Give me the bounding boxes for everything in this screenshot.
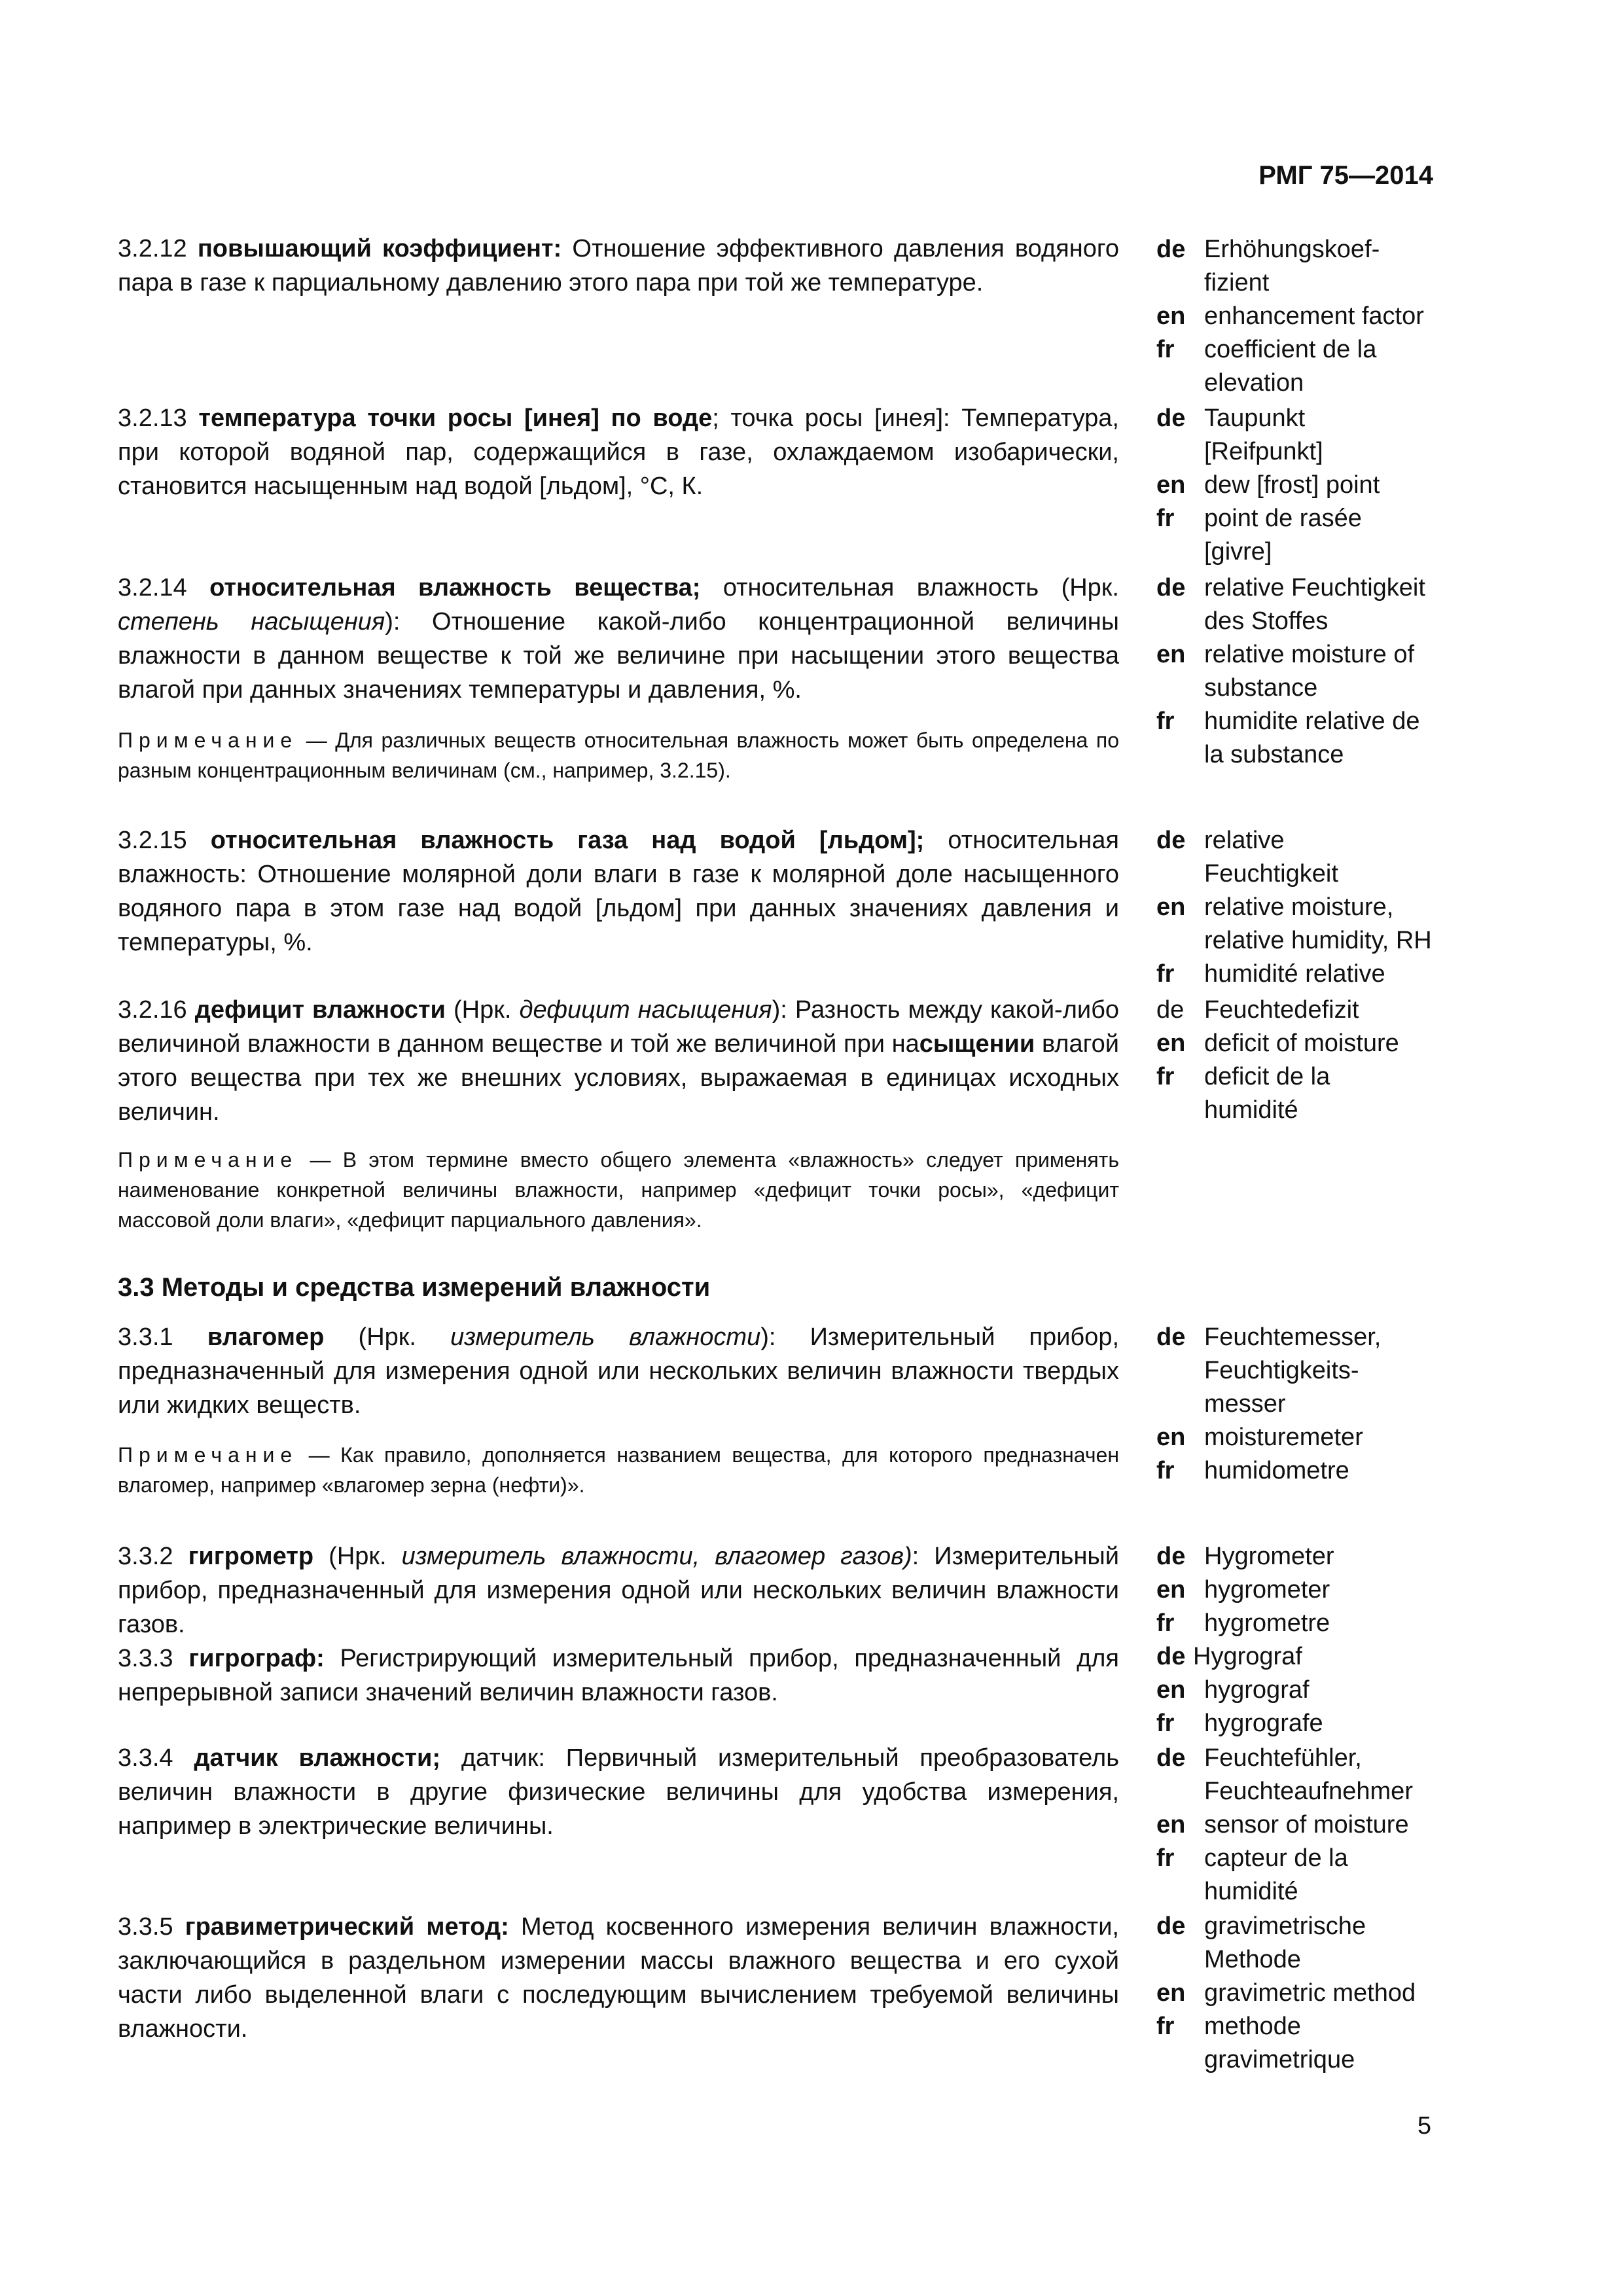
- term-de: [1156, 233, 1457, 300]
- equivalents-3-3-4: [1156, 1742, 1457, 1909]
- term-title: повышающий коэффициент:: [197, 235, 562, 262]
- definition-text: ): Измерительный прибор, предназначенный для измерения одной или нескольких величин влажности твердых или жидких веществ.: [118, 1323, 1120, 1419]
- term-text: relative moisture of: [1204, 641, 1415, 668]
- definition-text: (Нрк.: [329, 1543, 387, 1570]
- term-text: relative: [1204, 827, 1285, 854]
- definition-text: : Измерительный прибор, предназначенный для измерения одной или нескольких величин влажности газов.: [118, 1543, 1119, 1638]
- term-text: Feuchtemesser,: [1204, 1323, 1382, 1351]
- term-text: la substance: [1204, 741, 1344, 768]
- lang-code: de: [1156, 1323, 1186, 1351]
- term-text: hygrometer: [1204, 1576, 1330, 1604]
- definition-text: Метод косвенного измерения величин влажности, заключающийся в раздельном измерении массы влажного вещества и его сухой части либо выделенной влаги с последующим вычислением требуемой величины влажности.: [118, 1913, 1119, 2043]
- term-text: capteur de la: [1204, 1844, 1348, 1872]
- term-text: sensor of moisture: [1204, 1811, 1409, 1839]
- equivalents-3-2-14: [1156, 571, 1457, 772]
- term-text: substance: [1204, 674, 1318, 702]
- equivalents-3-3-1: [1156, 1321, 1457, 1488]
- lang-code: en: [1156, 641, 1186, 668]
- term-number: 3.3.4: [118, 1744, 173, 1772]
- term-text: Feuchtigkeit: [1204, 860, 1338, 888]
- term-text: deficit of moisture: [1204, 1030, 1399, 1057]
- term-number: 3.2.12: [118, 235, 187, 262]
- lang-code: en: [1156, 1030, 1186, 1057]
- lang-code: fr: [1156, 336, 1175, 363]
- term-title: относительная влажность вещества;: [209, 574, 701, 601]
- term-text: Feuchtedefizit: [1204, 996, 1359, 1024]
- deprecated-term: измеритель влажности: [450, 1323, 761, 1351]
- term-de: [1156, 1640, 1457, 1674]
- term-fr: [1156, 1842, 1457, 1909]
- term-number: 3.2.13: [118, 404, 187, 432]
- definition-text: Отношение эффективного давления водяного пара в газе к парциальному давлению этого пара при той же температуре.: [118, 235, 1119, 296]
- definition-3-3-4: [118, 1741, 1119, 1843]
- term-en: [1156, 638, 1457, 705]
- deprecated-term: степень насыщения: [118, 608, 385, 636]
- term-text: methode: [1204, 2013, 1301, 2040]
- term-number: 3.3.1: [118, 1323, 173, 1351]
- term-fr: [1156, 1060, 1457, 1127]
- term-title: дефицит влажности: [194, 996, 446, 1024]
- equivalents-3-2-16: [1156, 994, 1457, 1127]
- lang-code: fr: [1156, 1457, 1175, 1484]
- term-fr: [1156, 2010, 1457, 2077]
- term-number: 3.3.2: [118, 1543, 173, 1570]
- term-fr: [1156, 958, 1457, 991]
- definition-3-3-2: [118, 1539, 1119, 1641]
- term-title: гравиметрический метод:: [185, 1913, 509, 1941]
- term-text: gravimetrische: [1204, 1912, 1366, 1940]
- lang-code: de: [1156, 1912, 1186, 1940]
- term-fr: [1156, 333, 1457, 400]
- equivalents-3-3-2: [1156, 1540, 1457, 1640]
- term-text: hygrometre: [1204, 1609, 1330, 1637]
- definition-3-3-3: [118, 1641, 1119, 1710]
- note-3-2-16: [118, 1145, 1119, 1235]
- term-en: [1156, 1573, 1457, 1607]
- lang-code: en: [1156, 1424, 1186, 1451]
- term-number: 3.3.3: [118, 1645, 173, 1672]
- lang-code: fr: [1156, 1710, 1175, 1737]
- term-text: humidite relative de: [1204, 708, 1420, 735]
- lang-code: en: [1156, 893, 1186, 921]
- definition-3-2-13: [118, 401, 1119, 503]
- term-number: 3.2.14: [118, 574, 187, 601]
- term-en: [1156, 1977, 1457, 2010]
- term-text: humidometre: [1204, 1457, 1349, 1484]
- term-text: dew [frost] point: [1204, 471, 1380, 499]
- lang-code: fr: [1156, 2013, 1175, 2040]
- note-label: Примечание: [118, 1443, 298, 1467]
- term-text: moisturemeter: [1204, 1424, 1363, 1451]
- lang-code: de: [1156, 996, 1185, 1024]
- note-text: — Как правило, дополняется названием вещества, для которого предназначен влагомер, например «влагомер зерна (нефти)».: [118, 1443, 1119, 1497]
- bold-fragment: сыщении: [919, 1030, 1035, 1058]
- term-title: гигрометр: [188, 1543, 314, 1570]
- term-text: Feuchteaufnehmer: [1204, 1778, 1413, 1805]
- term-de: [1156, 1321, 1457, 1421]
- lang-code: fr: [1156, 960, 1175, 988]
- definition-text: ): Разность между какой-либо величиной влажности в данном веществе и той же величиной при на: [118, 996, 1119, 1058]
- lang-code: fr: [1156, 1609, 1175, 1637]
- term-title: гигрограф:: [188, 1645, 325, 1672]
- lang-code: de: [1156, 827, 1186, 854]
- term-de: [1156, 402, 1457, 469]
- term-text: Erhöhungskoef-: [1204, 236, 1380, 263]
- lang-code: de: [1156, 1643, 1186, 1670]
- term-text: [givre]: [1204, 538, 1272, 565]
- definition-text: влагой этого вещества при тех же внешних условиях, выражаемая в единицах исходных величин.: [118, 1030, 1119, 1126]
- definition-text: (Нрк.: [358, 1323, 416, 1351]
- term-en: [1156, 469, 1457, 502]
- definition-text: (Нрк.: [454, 996, 512, 1024]
- term-de: [1156, 571, 1457, 638]
- term-text: enhancement factor: [1204, 302, 1424, 330]
- definition-text: относительная влажность: Отношение молярной доли влаги в газе к молярной доле насыщенного водяного пара в этом газе над водой [льдом] при данных значениях давления и температуры, %.: [118, 827, 1119, 956]
- term-text: messer: [1204, 1390, 1286, 1418]
- note-text: — Для различных веществ относительная влажность может быть определена по разным концентрационным величинам (см., например, 3.2.15).: [118, 728, 1119, 782]
- term-text: humidité: [1204, 1878, 1298, 1905]
- deprecated-term: измеритель влажности, влагомер газов): [401, 1543, 912, 1570]
- lang-code: fr: [1156, 1063, 1175, 1090]
- term-text: relative Feuchtigkeit: [1204, 574, 1425, 601]
- term-en: [1156, 1421, 1457, 1454]
- lang-code: de: [1156, 1543, 1186, 1570]
- equivalents-3-2-13: [1156, 402, 1457, 569]
- term-title: датчик влажности;: [194, 1744, 441, 1772]
- definition-text: ): Отношение какой-либо концентрационной величины влажности в данном веществе к той же величине при насыщении этого вещества влагой при данных значениях температуры и давления, %.: [118, 608, 1119, 704]
- note-text: — В этом термине вместо общего элемента «влажность» следует применять наименование конкретной величины влажности, например «дефицит точки росы», «дефицит массовой доли влаги», «дефицит парциального давления».: [118, 1148, 1119, 1232]
- definition-3-3-5: [118, 1910, 1119, 2046]
- term-fr: [1156, 1707, 1457, 1740]
- term-number: 3.3.5: [118, 1913, 173, 1941]
- lang-code: en: [1156, 302, 1186, 330]
- term-text: Feuchtefühler,: [1204, 1744, 1362, 1772]
- term-fr: [1156, 705, 1457, 772]
- term-en: [1156, 300, 1457, 333]
- document-header: РМГ 75—2014: [1258, 161, 1433, 190]
- term-text: coefficient de la: [1204, 336, 1377, 363]
- definition-text: датчик: Первичный измерительный преобразователь величин влажности в другие физические величины для удобства измерения, например в электрические величины.: [118, 1744, 1120, 1840]
- page-number: 5: [1417, 2112, 1431, 2140]
- lang-code: fr: [1156, 708, 1175, 735]
- lang-code: en: [1156, 1811, 1186, 1839]
- lang-code: de: [1156, 236, 1186, 263]
- note-3-2-14: [118, 725, 1119, 785]
- term-de: [1156, 824, 1457, 891]
- lang-code: en: [1156, 471, 1186, 499]
- term-text: gravimetrique: [1204, 2046, 1355, 2073]
- term-number: 3.2.16: [118, 996, 187, 1024]
- term-text: relative humidity, RH: [1204, 927, 1432, 954]
- definition-3-2-14: [118, 571, 1119, 707]
- note-label: Примечание: [118, 1148, 298, 1172]
- term-text: point de rasée: [1204, 505, 1362, 532]
- definition-3-2-16: [118, 993, 1119, 1129]
- term-text: hygrograf: [1204, 1676, 1310, 1704]
- definition-text: относительная влажность (Нрк.: [722, 574, 1119, 601]
- term-fr: [1156, 1454, 1457, 1488]
- definition-text: Регистрирующий измерительный прибор, предназначенный для непрерывной записи значений величин влажности газов.: [118, 1645, 1120, 1706]
- lang-code: en: [1156, 1576, 1186, 1604]
- term-en: [1156, 1027, 1457, 1060]
- term-text: deficit de la: [1204, 1063, 1330, 1090]
- lang-code: de: [1156, 404, 1186, 432]
- term-title: температура точки росы [инея] по воде: [198, 404, 713, 432]
- equivalents-3-2-15: [1156, 824, 1457, 991]
- term-text: gravimetric method: [1204, 1979, 1416, 2007]
- term-text: elevation: [1204, 369, 1304, 397]
- term-en: [1156, 1808, 1457, 1842]
- term-text: Methode: [1204, 1946, 1301, 1973]
- term-text: Taupunkt: [1204, 404, 1306, 432]
- definition-3-2-15: [118, 823, 1119, 960]
- equivalents-3-3-5: [1156, 1910, 1457, 2077]
- term-text: [Reifpunkt]: [1204, 438, 1323, 465]
- lang-code: fr: [1156, 505, 1175, 532]
- term-text: hygrografe: [1204, 1710, 1323, 1737]
- term-title: относительная влажность газа над водой [льдом];: [210, 827, 925, 854]
- section-heading: 3.3 Методы и средства измерений влажности: [118, 1273, 711, 1302]
- equivalents-3-3-3: [1156, 1640, 1457, 1740]
- term-en: [1156, 1674, 1457, 1707]
- term-fr: [1156, 1607, 1457, 1640]
- term-de: [1156, 994, 1457, 1027]
- equivalents-3-2-12: [1156, 233, 1457, 400]
- definition-3-2-12: [118, 232, 1119, 300]
- term-text: Feuchtigkeits-: [1204, 1357, 1359, 1384]
- term-text: relative moisture,: [1204, 893, 1394, 921]
- deprecated-term: дефицит насыщения: [519, 996, 772, 1024]
- term-text: Hygrometer: [1204, 1543, 1334, 1570]
- term-title: влагомер: [207, 1323, 325, 1351]
- term-text: humidité: [1204, 1096, 1298, 1124]
- lang-code: en: [1156, 1979, 1186, 2007]
- lang-code: en: [1156, 1676, 1186, 1704]
- term-text: Hygrograf: [1193, 1643, 1302, 1670]
- term-de: [1156, 1910, 1457, 1977]
- term-text: fizient: [1204, 269, 1270, 296]
- lang-code: fr: [1156, 1844, 1175, 1872]
- term-de: [1156, 1742, 1457, 1808]
- lang-code: de: [1156, 574, 1186, 601]
- term-de: [1156, 1540, 1457, 1573]
- note-3-3-1: [118, 1440, 1119, 1500]
- term-en: [1156, 891, 1457, 958]
- term-fr: [1156, 502, 1457, 569]
- note-label: Примечание: [118, 728, 298, 752]
- definition-3-3-1: [118, 1320, 1119, 1422]
- term-text: des Stoffes: [1204, 607, 1329, 635]
- term-number: 3.2.15: [118, 827, 187, 854]
- lang-code: de: [1156, 1744, 1186, 1772]
- term-text: humidité relative: [1204, 960, 1385, 988]
- definition-text: ; точка росы [инея]: Температура, при которой водяной пар, содержащийся в газе, охлаждаемом изобарически, становится насыщенным над водой [льдом], °С, К.: [118, 404, 1119, 500]
